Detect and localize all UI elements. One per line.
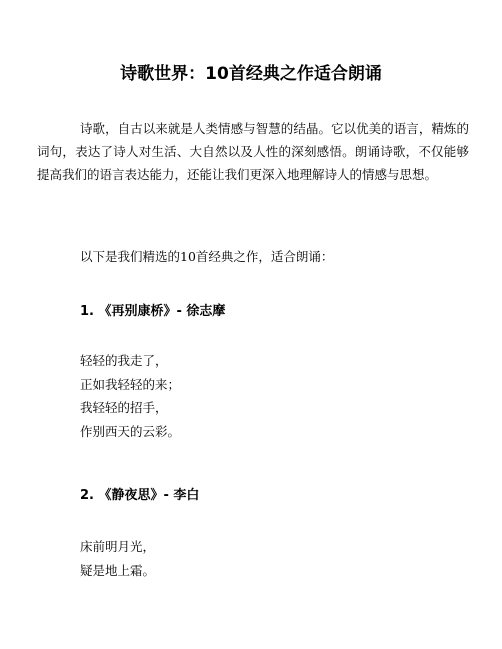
document-title: 诗歌世界：10首经典之作适合朗诵 [120,64,382,84]
poem-line: 正如我轻轻的来； [80,376,181,392]
poem-line: 作别西天的云彩。 [80,423,181,439]
poem-heading-2: 2. 《静夜思》- 李白 [80,488,200,503]
poem-line: 轻轻的我走了， [80,353,168,368]
poem-body-1 [80,349,180,443]
lead-paragraph: 以下是我们精选的10首经典之作，适合朗诵： [80,249,334,264]
poem-heading-1: 1. 《再别康桥》- 徐志摩 [80,304,226,319]
poem-line: 疑是地上霜。 [80,562,156,578]
intro-paragraph: 诗歌，自古以来就是人类情感与智慧的结晶。它以优美的语言，精炼的词句，表达了诗人对生活、大自然以及人性的深刻感悟。朗诵诗歌，不仅能够提高我们的语言表达能力，还能让我们更深入地理解诗人的情感与思想。 [37,121,469,182]
poem-line: 我轻轻的招手， [80,400,168,415]
poem-body-2 [80,535,155,582]
poem-line: 床前明月光， [80,539,156,554]
